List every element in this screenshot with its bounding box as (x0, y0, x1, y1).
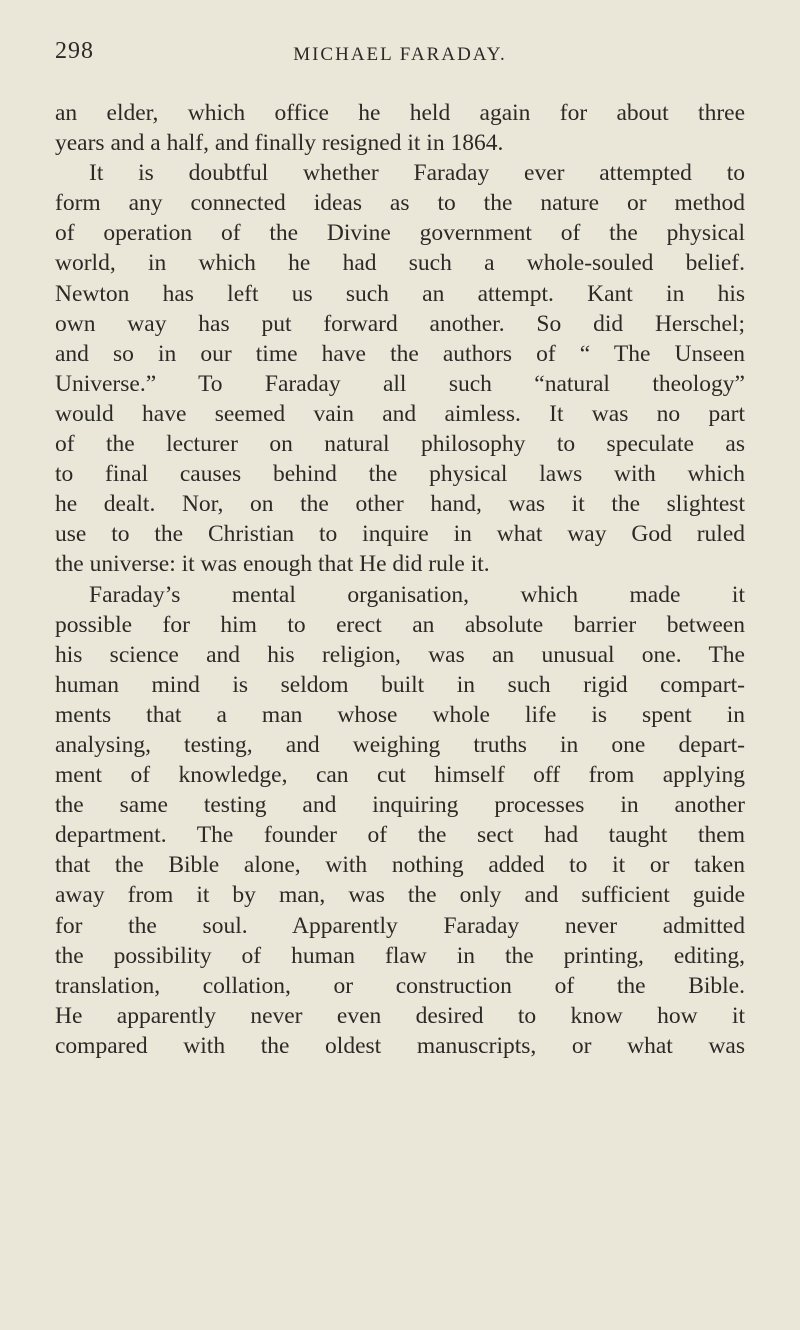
text-line: years and a half, and finally resigned it in 1864. (55, 130, 504, 157)
text-line: away from it by man, was the only and sufficient guide (55, 882, 745, 909)
text-line: and so in our time have the authors of “ The Unseen (55, 340, 745, 367)
body-text (55, 98, 745, 1061)
text-line: to final causes behind the physical laws with which (55, 461, 745, 488)
text-line: that the Bible alone, with nothing added to it or taken (55, 852, 745, 879)
text-line: an elder, which office he held again for about three (55, 100, 745, 126)
text-line: the universe: it was enough that He did rule it. (55, 551, 490, 578)
text-line: of the lecturer on natural philosophy to speculate as (55, 431, 745, 458)
text-line: Faraday’s mental organisation, which made it (89, 581, 745, 608)
text-line: Universe.” To Faraday all such “natural theology” (55, 370, 745, 397)
text-line: He apparently never even desired to know how it (55, 1002, 745, 1029)
text-line: form any connected ideas as to the nature or method (55, 190, 745, 217)
text-line: ment of knowledge, can cut himself off from applying (55, 762, 745, 789)
page-header (55, 38, 745, 78)
text-line: he dealt. Nor, on the other hand, was it the slightest (55, 491, 745, 518)
running-head: MICHAEL FARADAY. (293, 44, 507, 65)
text-line: the possibility of human flaw in the printing, editing, (55, 942, 745, 969)
text-line: Newton has left us such an attempt. Kant in his (55, 280, 745, 307)
text-line: analysing, testing, and weighing truths in one depart- (55, 731, 745, 758)
text-line: for the soul. Apparently Faraday never admitted (55, 912, 745, 939)
text-line: use to the Christian to inquire in what way God ruled (55, 521, 745, 548)
text-line: human mind is seldom built in such rigid compart- (55, 671, 745, 698)
text-line: It is doubtful whether Faraday ever attempted to (89, 160, 745, 187)
text-line: possible for him to erect an absolute barrier between (55, 611, 745, 638)
text-line: ments that a man whose whole life is spent in (55, 701, 745, 728)
text-line: would have seemed vain and aimless. It was no part (55, 400, 745, 427)
text-line: his science and his religion, was an unusual one. The (55, 641, 745, 668)
text-line: department. The founder of the sect had taught them (55, 822, 745, 849)
text-line: the same testing and inquiring processes in another (55, 792, 745, 819)
text-line: compared with the oldest manuscripts, or what was (55, 1032, 745, 1059)
text-line: translation, collation, or construction of the Bible. (55, 972, 745, 999)
page-number: 298 (55, 38, 94, 64)
text-line: own way has put forward another. So did Herschel; (55, 310, 745, 337)
text-line: of operation of the Divine government of the physical (55, 220, 745, 247)
book-page (55, 0, 745, 1330)
text-line: world, in which he had such a whole-souled belief. (55, 250, 745, 277)
